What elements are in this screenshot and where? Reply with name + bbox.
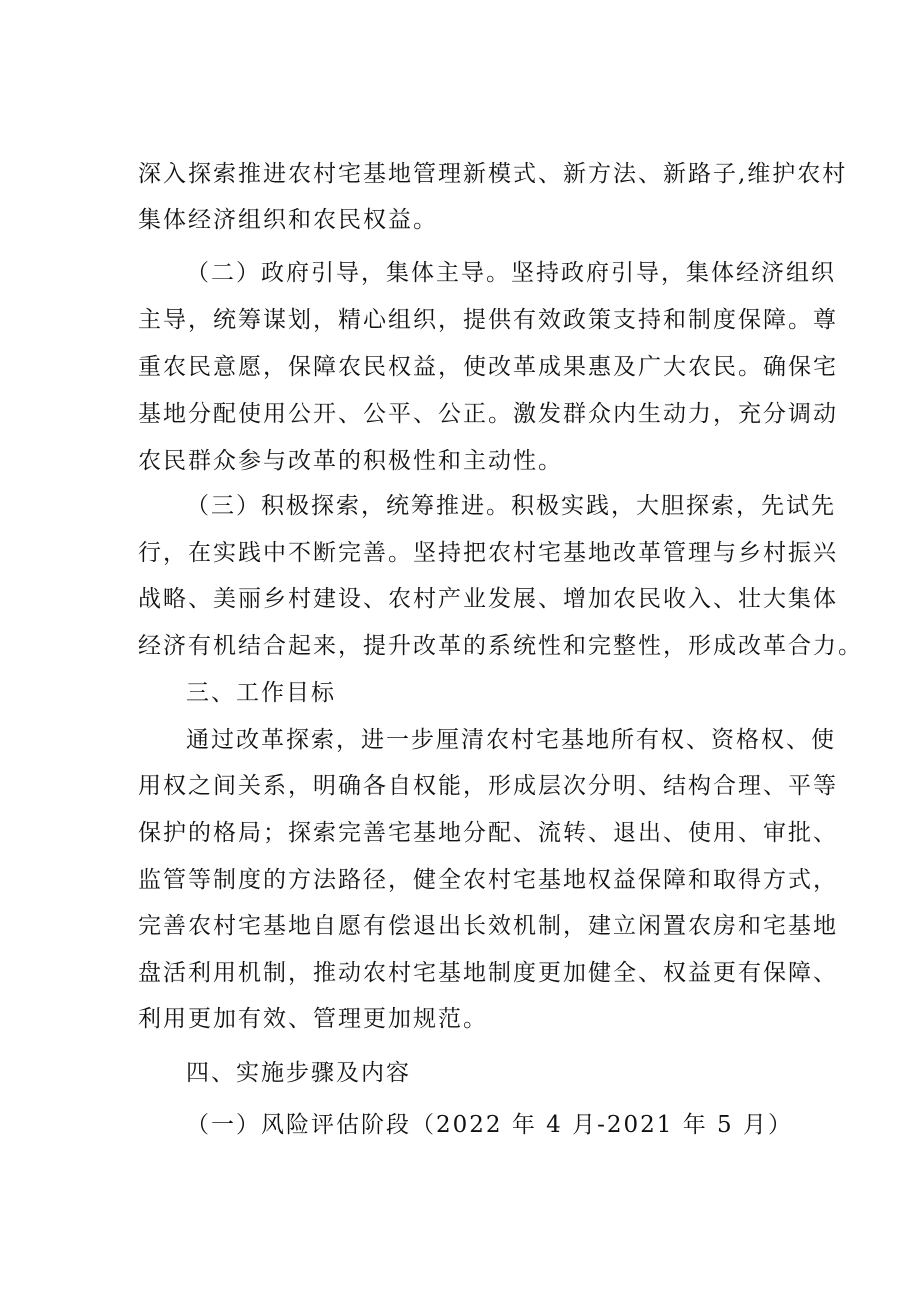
text-line: 行，在实践中不断完善。坚持把农村宅基地改革管理与乡村振兴 bbox=[138, 540, 838, 566]
text-line: 用权之间关系，明确各自权能，形成层次分明、结构合理、平等 bbox=[138, 773, 838, 799]
text-line: 集体经济组织和农民权益。 bbox=[138, 207, 438, 233]
section-heading: 三、工作目标 bbox=[186, 680, 336, 706]
text-line: 农民群众参与改革的积极性和主动性。 bbox=[138, 448, 563, 474]
text-line: 深入探索推进农村宅基地管理新模式、新方法、新路子,维护农村 bbox=[138, 161, 848, 187]
text-line: 战略、美丽乡村建设、农村产业发展、增加农民收入、壮大集体 bbox=[138, 586, 838, 612]
text-line: 盘活利用机制，推动农村宅基地制度更加健全、权益更有保障、 bbox=[138, 960, 838, 986]
text-line: 利用更加有效、管理更加规范。 bbox=[138, 1006, 488, 1032]
text-line: 主导，统筹谋划，精心组织，提供有效政策支持和制度保障。尊 bbox=[138, 307, 838, 333]
text-line: （三）积极探索，统筹推进。积极实践，大胆探索，先试先 bbox=[186, 493, 836, 519]
subsection-heading: （一）风险评估阶段（2022 年 4 月-2021 年 5 月） bbox=[186, 1112, 793, 1138]
text-line: 保护的格局；探索完善宅基地分配、流转、退出、使用、审批、 bbox=[138, 820, 838, 846]
text-line: 重农民意愿，保障农民权益，使改革成果惠及广大农民。确保宅 bbox=[138, 354, 838, 380]
text-line: 完善农村宅基地自愿有偿退出长效机制，建立闲置农房和宅基地 bbox=[138, 913, 838, 939]
text-line: （二）政府引导，集体主导。坚持政府引导，集体经济组织 bbox=[186, 260, 836, 286]
section-heading: 四、实施步骤及内容 bbox=[186, 1060, 411, 1086]
text-line: 经济有机结合起来，提升改革的系统性和完整性，形成改革合力。 bbox=[138, 633, 863, 659]
text-line: 通过改革探索，进一步厘清农村宅基地所有权、资格权、使 bbox=[186, 727, 836, 753]
text-line: 基地分配使用公开、公平、公正。激发群众内生动力，充分调动 bbox=[138, 401, 838, 427]
text-line: 监管等制度的方法路径，健全农村宅基地权益保障和取得方式， bbox=[138, 867, 838, 893]
